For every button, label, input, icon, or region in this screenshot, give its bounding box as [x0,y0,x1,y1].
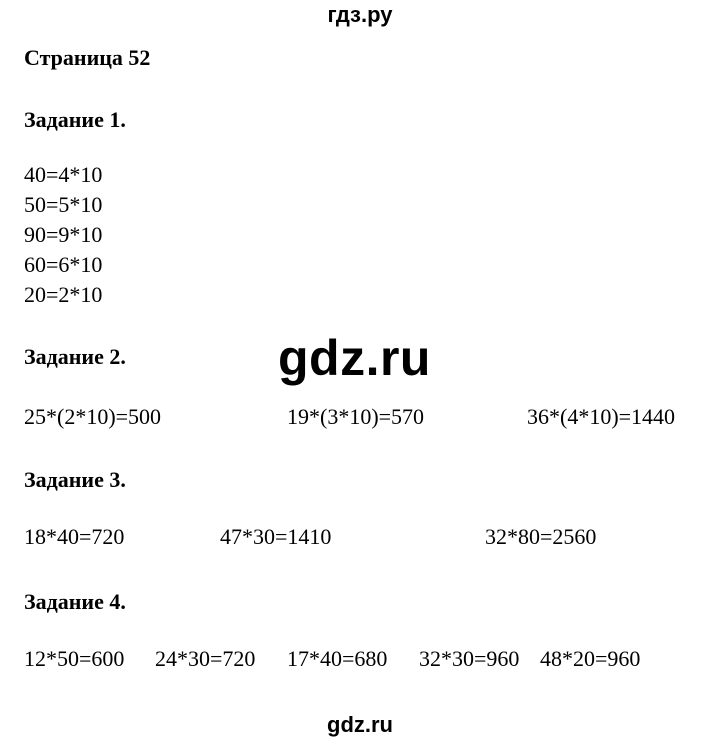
answer-line: 12*50=600 [24,646,125,671]
answer-line: 60=6*10 [24,252,103,277]
answer-line: 25*(2*10)=500 [24,404,162,429]
answer-line: 36*(4*10)=1440 [527,404,676,429]
answer-line: 32*30=960 [419,646,520,671]
answer-line: 50=5*10 [24,192,103,217]
answer-line: 19*(3*10)=570 [287,404,425,429]
site-footer-logo: gdz.ru [327,712,393,737]
answer-line: 47*30=1410 [220,524,332,549]
task-1-heading: Задание 1. [24,107,126,132]
answer-line: 24*30=720 [155,646,256,671]
answer-line: 90=9*10 [24,222,103,247]
task-3-heading: Задание 3. [24,467,126,492]
answer-line: 20=2*10 [24,282,103,307]
task-4-heading: Задание 4. [24,589,126,614]
answer-line: 40=4*10 [24,162,103,187]
site-header-logo: гдз.ру [327,2,393,27]
task-1-answers [24,160,102,310]
task-2-heading: Задание 2. [24,344,126,369]
page-title: Страница 52 [24,45,151,70]
answer-line: 18*40=720 [24,524,125,549]
answer-line: 32*80=2560 [485,524,597,549]
watermark-logo: gdz.ru [278,330,431,386]
answer-line: 17*40=680 [287,646,388,671]
answer-line: 48*20=960 [540,646,641,671]
